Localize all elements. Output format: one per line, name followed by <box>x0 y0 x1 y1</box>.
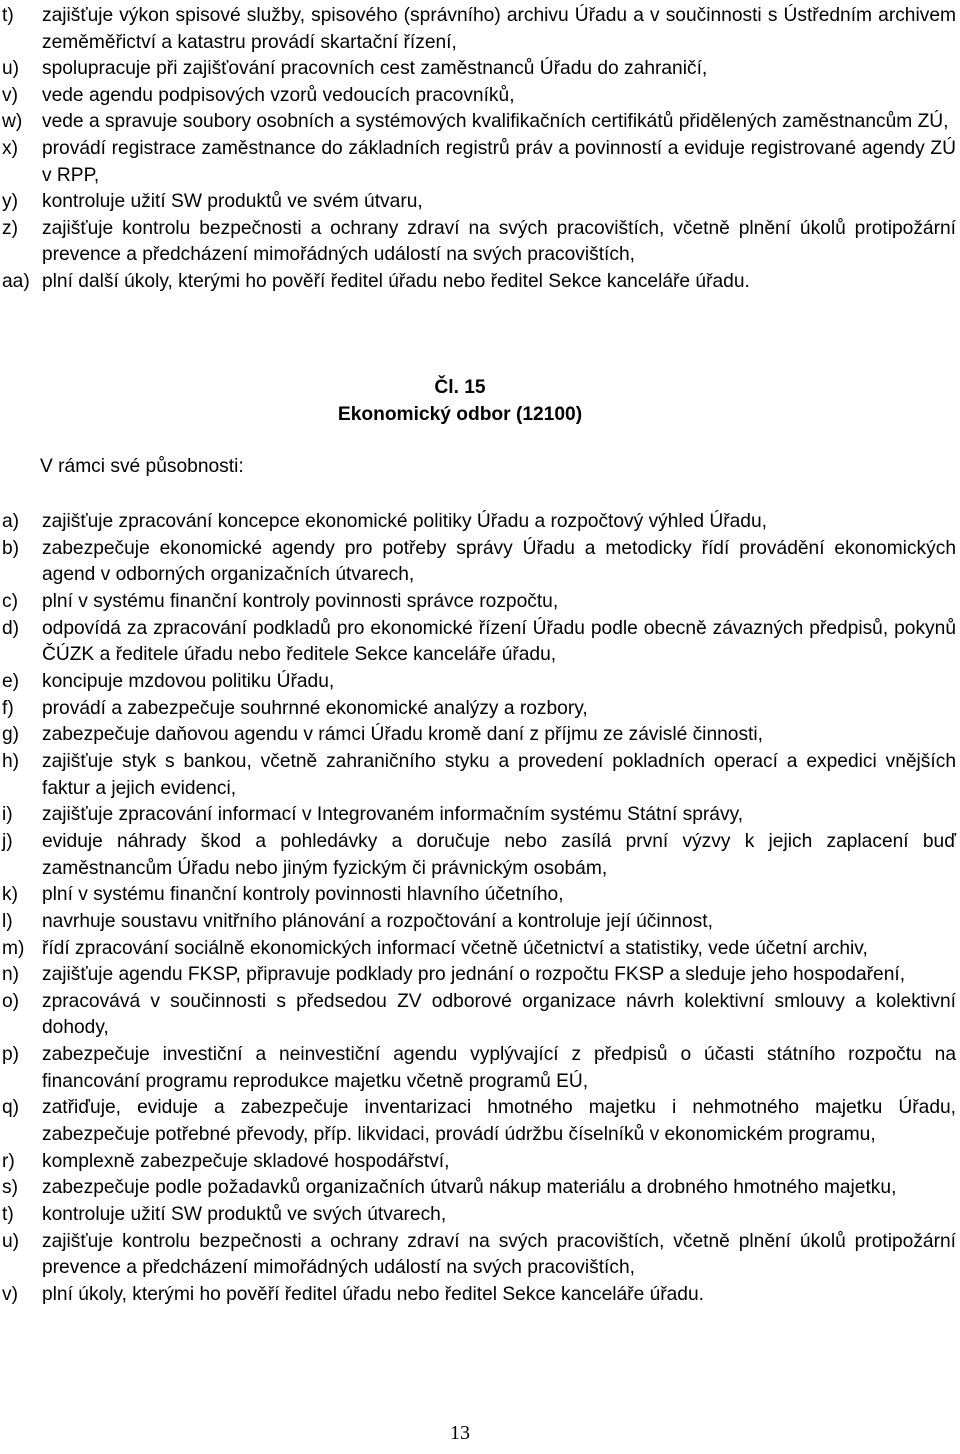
list-item-text: řídí zpracování sociálně ekonomických informací včetně účetnictví a statistiky, vede účetní archiv, <box>42 937 868 959</box>
list-item-label: u) <box>2 58 20 80</box>
list-item <box>2 722 956 749</box>
list-item-text: eviduje náhrady škod a pohledávky a doručuje nebo zasílá první výzvy k jejich zaplacení buď zaměstnancům Úřadu nebo jiným fyzickým či právnickým osobám, <box>42 830 956 879</box>
list-item-label: l) <box>2 910 13 932</box>
list-item-text: zajišťuje kontrolu bezpečnosti a ochrany zdraví na svých pracovištích, včetně plnění úkolů protipožární prevence a předcházení mimořádných událostí na svých pracovištích, <box>42 217 956 266</box>
list-item-text: plní další úkoly, kterými ho pověří ředitel úřadu nebo ředitel Sekce kanceláře úřadu. <box>42 270 750 292</box>
list-item-text: zajišťuje výkon spisové služby, spisového (správního) archivu Úřadu a v součinnosti s Ústředním archivem zeměměřictví a katastru provádí skartační řízení, <box>42 5 956 53</box>
list-item-label: z) <box>2 217 18 239</box>
list-item-text: zabezpečuje ekonomické agendy pro potřeby správy Úřadu a metodicky řídí provádění ekonomických agend v odborných organizačních útvarech, <box>42 537 956 586</box>
list-item-text: zajišťuje styk s bankou, včetně zahraničního styku a provedení pokladních operací a expedici vnějších faktur a jejich evidenci, <box>42 750 956 799</box>
list-item-label: a) <box>2 511 20 532</box>
list-item <box>2 536 956 589</box>
list-item-text: odpovídá za zpracování podkladů pro ekonomické řízení Úřadu podle obecně závazných předpisů, pokynů ČÚZK a ředitele úřadu nebo ředitele Sekce kanceláře úřadu, <box>42 617 956 666</box>
list-item-label: q) <box>2 1097 20 1119</box>
list-item <box>2 829 956 882</box>
list-item-text: zajišťuje kontrolu bezpečnosti a ochrany zdraví na svých pracovištích, včetně plnění úkolů protipožární prevence a předcházení mimořádných událostí na svých pracovištích, <box>42 1230 956 1279</box>
list-item <box>2 589 956 616</box>
list-item-text: komplexně zabezpečuje skladové hospodářství, <box>42 1150 450 1172</box>
list-item-text: kontroluje užití SW produktů ve svém útvaru, <box>42 191 423 213</box>
list-item-text: provádí a zabezpečuje souhrnné ekonomické analýzy a rozbory, <box>42 697 588 719</box>
list-item-label: o) <box>2 990 20 1012</box>
scope-label: V rámci své působnosti: <box>40 456 244 477</box>
list-item-text: plní v systému finanční kontroly povinnosti hlavního účetního, <box>42 884 564 906</box>
list-item-label: v) <box>2 84 18 106</box>
list-item-label: h) <box>2 750 20 772</box>
list-item <box>2 1229 956 1282</box>
list-item <box>2 1149 956 1176</box>
list-item-text: zajišťuje agendu FKSP, připravuje podklady pro jednání o rozpočtu FKSP a sleduje jeho hospodaření, <box>42 964 906 986</box>
list-item-text: zabezpečuje daňovou agendu v rámci Úřadu kromě daní z příjmu ze závislé činnosti, <box>42 724 763 746</box>
list-item <box>2 882 956 909</box>
list-item <box>2 3 956 56</box>
list-item-label: u) <box>2 1230 20 1252</box>
list-item <box>2 1042 956 1095</box>
list-item-label: r) <box>2 1150 15 1172</box>
article-title: Ekonomický odbor (12100) <box>337 404 583 425</box>
list-item <box>2 189 956 216</box>
list-item <box>2 136 956 189</box>
list-item-label: w) <box>2 111 23 133</box>
list-item <box>2 1202 956 1229</box>
list-item-label: e) <box>2 670 20 692</box>
article-number: Čl. 15 <box>434 377 486 398</box>
list-item-text: zpracovává v součinnosti s předsedou ZV odborové organizace návrh kolektivní smlouvy a kolektivní dohody, <box>42 990 956 1039</box>
list-item-label: m) <box>2 937 25 959</box>
list-item <box>2 1175 956 1202</box>
list-item-text: zabezpečuje investiční a neinvestiční agendu vyplývající z předpisů o účasti státního rozpočtu na financování programu reprodukce majetku včetně programů EÚ, <box>42 1044 956 1092</box>
list-item <box>2 509 956 536</box>
list-item <box>2 962 956 989</box>
list-item-text: plní v systému finanční kontroly povinnosti správce rozpočtu, <box>42 590 559 612</box>
list-item-text: zatřiďuje, eviduje a zabezpečuje inventarizaci hmotného majetku i nehmotného majetku Úřadu, zabezpečuje potřebné převody, příp. likvidaci, provádí údržbu číselníků v ekonomickém programu, <box>42 1097 956 1146</box>
list-item-label: d) <box>2 617 20 639</box>
list-item-label: y) <box>2 191 18 213</box>
list-item <box>2 696 956 723</box>
list-item-text: zabezpečuje podle požadavků organizačních útvarů nákup materiálu a drobného hmotného majetku, <box>42 1177 897 1199</box>
list-item <box>2 109 956 136</box>
list-item-text: zajišťuje zpracování informací v Integrovaném informačním systému Státní správy, <box>42 804 744 826</box>
list-item-label: k) <box>2 884 18 906</box>
list-item-label: c) <box>2 590 18 612</box>
list-item <box>2 669 956 696</box>
list-item <box>2 1095 956 1148</box>
list-item <box>2 802 956 829</box>
list-item-label: t) <box>2 1204 14 1226</box>
list-item-label: f) <box>2 697 14 719</box>
list-item <box>2 269 956 296</box>
list-item-label: n) <box>2 964 20 986</box>
list-item <box>2 1282 956 1309</box>
list-item <box>2 909 956 936</box>
list-item <box>2 56 956 83</box>
list-item-text: spolupracuje při zajišťování pracovních cest zaměstnanců Úřadu do zahraničí, <box>42 58 708 80</box>
list-item-label: i) <box>2 804 13 826</box>
list-item-label: j) <box>2 830 13 852</box>
list-item-label: v) <box>2 1284 18 1306</box>
list-item <box>2 83 956 110</box>
list-item-label: s) <box>2 1177 18 1199</box>
page-number: 13 <box>450 1422 470 1444</box>
list-item-text: koncipuje mzdovou politiku Úřadu, <box>42 670 335 692</box>
list-item-label: p) <box>2 1044 20 1066</box>
list-item-label: g) <box>2 724 20 746</box>
list-item-label: b) <box>2 537 20 559</box>
list-item <box>2 936 956 963</box>
list-item-label: t) <box>2 5 14 26</box>
duties-list-continued <box>2 3 956 296</box>
list-item-label: aa) <box>2 270 30 292</box>
list-item-text: zajišťuje zpracování koncepce ekonomické politiky Úřadu a rozpočtový výhled Úřadu, <box>42 511 767 532</box>
list-item <box>2 989 956 1042</box>
economic-department-duties-list <box>2 509 956 1309</box>
list-item-text: navrhuje soustavu vnitřního plánování a rozpočtování a kontroluje její účinnost, <box>42 910 713 932</box>
list-item <box>2 216 956 269</box>
list-item-text: plní úkoly, kterými ho pověří ředitel úřadu nebo ředitel Sekce kanceláře úřadu. <box>42 1284 704 1306</box>
list-item-label: x) <box>2 137 18 159</box>
list-item-text: vede agendu podpisových vzorů vedoucích pracovníků, <box>42 84 515 106</box>
list-item <box>2 616 956 669</box>
list-item <box>2 749 956 802</box>
list-item-text: provádí registrace zaměstnance do základních registrů práv a povinností a eviduje registrované agendy ZÚ v RPP, <box>42 137 956 186</box>
list-item-text: vede a spravuje soubory osobních a systémových kvalifikačních certifikátů přidělených zaměstnancům ZÚ, <box>42 111 949 133</box>
list-item-text: kontroluje užití SW produktů ve svých útvarech, <box>42 1204 447 1226</box>
